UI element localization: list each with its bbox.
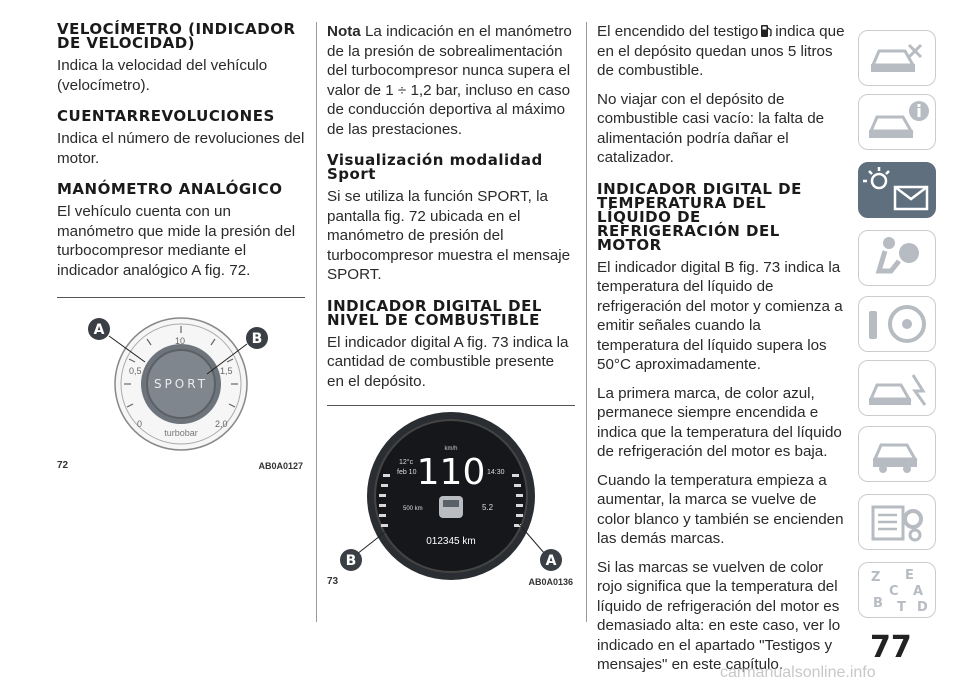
turbo-gauge-image [57,304,305,466]
text-temp-3: Cuando la temperatura empieza a aumentar, la marca se vuelve de color blanco y también se encienden las demás marcas. [597,471,844,547]
figure-number: 73 [327,576,339,587]
cluster-display-image [327,412,575,582]
fuel-pump-icon [760,23,773,38]
heading-cuentarrevoluciones: CUENTARREVOLUCIONES [57,107,275,125]
column-divider [316,22,317,622]
text-sport: Si se utiliza la función SPORT, la pantalla fig. 72 ubicada en el manómetro de presión del turbocompresor muestra el mensaje SPORT. [327,188,571,283]
callout-b: B [345,553,357,569]
gauge-tick-15: 1,5 [220,366,233,376]
figure-72 [57,297,305,474]
tab-index[interactable] [858,562,936,618]
gauge-tick-0: 0 [137,419,143,429]
svg-text:D: D [917,600,928,615]
svg-text:Z: Z [871,570,881,585]
gauge-tick-20: 2,0 [215,419,228,429]
heading-velocimetro: VELOCÍMETRO (INDICADOR DE VELOCIDAD) [57,20,296,52]
svg-text:C: C [889,584,899,599]
date: feb 10 [397,469,417,476]
speed-unit: km/h [444,446,458,452]
heading-sport: Visualización modalidad Sport [327,151,543,183]
text-no-viajar: No viajar con el depósito de combustible casi vacío: la falta de alimentación podría dañar el catalizador. [597,90,825,166]
text-combustible: El indicador digital A fig. 73 indica la cantidad de combustible presente en el depósito. [327,333,569,390]
text-cuentarrevoluciones: Indica el número de revoluciones del motor. [57,130,305,167]
figure-code: AB0A0136 [528,577,573,587]
odometer: 012345 km [426,536,476,547]
clock: 14:30 [487,469,505,476]
callout-a: A [93,322,105,338]
text-temp-4: Si las marcas se vuelven de color rojo significa que la temperatura del líquido de refrigeración del motor es demasiado alta: en este caso, ver lo indicado en el apartado "Testigos y mensajes" en este capítulo. [597,558,841,673]
column-divider [586,22,587,622]
range: 500 km [403,506,423,512]
column-2 [327,22,575,590]
text-temp-1: El indicador digital B fig. 73 indica la temperatura del líquido de refrigeración del motor y comienza a emitir señales cuando la temperatura del líquido supera los 50°C aproximadamente. [597,258,843,373]
tab-airbag[interactable] [858,230,936,286]
tab-warning-lights[interactable] [858,162,936,218]
callout-b: B [251,331,263,347]
text-testigo-start: El encendido del testigo [597,23,759,40]
tab-car-service[interactable] [858,426,936,482]
callout-a: A [545,553,557,569]
specs-icon [859,495,935,549]
gauge-tick-05: 0,5 [129,366,142,376]
outside-temp: 12°c [399,459,414,466]
airbag-icon [859,231,935,285]
tab-car-info[interactable] [858,94,936,150]
figure-73 [327,405,575,590]
heading-temperatura: INDICADOR DIGITAL DE TEMPERATURA DEL LÍQUIDO DE REFRIGERACIÓN DEL MOTOR [597,179,802,254]
heading-manometro: MANÓMETRO ANALÓGICO [57,180,283,198]
steering-icon [859,297,935,351]
watermark: carmanualsonline.info [720,664,876,681]
car-service-icon [859,427,935,481]
figure-code: AB0A0127 [258,461,303,471]
text-temp-2: La primera marca, de color azul, permanece siempre encendida e indica que la temperatura del líquido de refrigeración del motor es baja. [597,384,842,460]
svg-text:B: B [873,596,883,611]
nota-paragraph [327,22,575,139]
nota-text: La indicación en el manómetro de la presión de sobrealimentación del turbocompresor nunca supera el valor de 1 ÷ 1,2 bar, incluso en caso de conducción deportiva al máximo de las prestaciones. [327,23,572,138]
car-view-icon [859,31,935,85]
page-number: 77 [870,630,912,665]
text-velocimetro: Indica la velocidad del vehículo (velocímetro). [57,57,268,94]
tab-car-crash[interactable] [858,360,936,416]
text-testigo-end: indica que en el depósito quedan unos 5 litros de combustible. [597,23,845,79]
warning-lights-icon [859,163,935,217]
tab-steering[interactable] [858,296,936,352]
tab-specs[interactable] [858,494,936,550]
column-1 [57,22,305,474]
gauge-tick-10: 10 [175,336,186,346]
figure-number: 72 [57,460,69,471]
car-info-icon [859,95,935,149]
tab-car-view[interactable] [858,30,936,86]
svg-text:A: A [913,584,924,599]
heading-combustible: INDICADOR DIGITAL DEL NIVEL DE COMBUSTIBLE [327,296,542,329]
car-crash-icon [859,361,935,415]
text-manometro: El vehículo cuenta con un manómetro que mide la presión del turbocompresor mediante el indicador analógico A fig. 72. [57,203,296,279]
trip-value: 5.2 [482,503,494,512]
column-3 [597,22,845,684]
svg-text:E: E [905,568,914,583]
index-icon [859,563,935,617]
sport-label: SPORT [153,377,209,391]
nota-label: Nota [327,23,361,40]
gauge-brand: turbobar [164,428,198,438]
text-testigo [597,22,845,81]
speed-value: 110 [416,452,486,493]
svg-text:T: T [897,600,906,615]
